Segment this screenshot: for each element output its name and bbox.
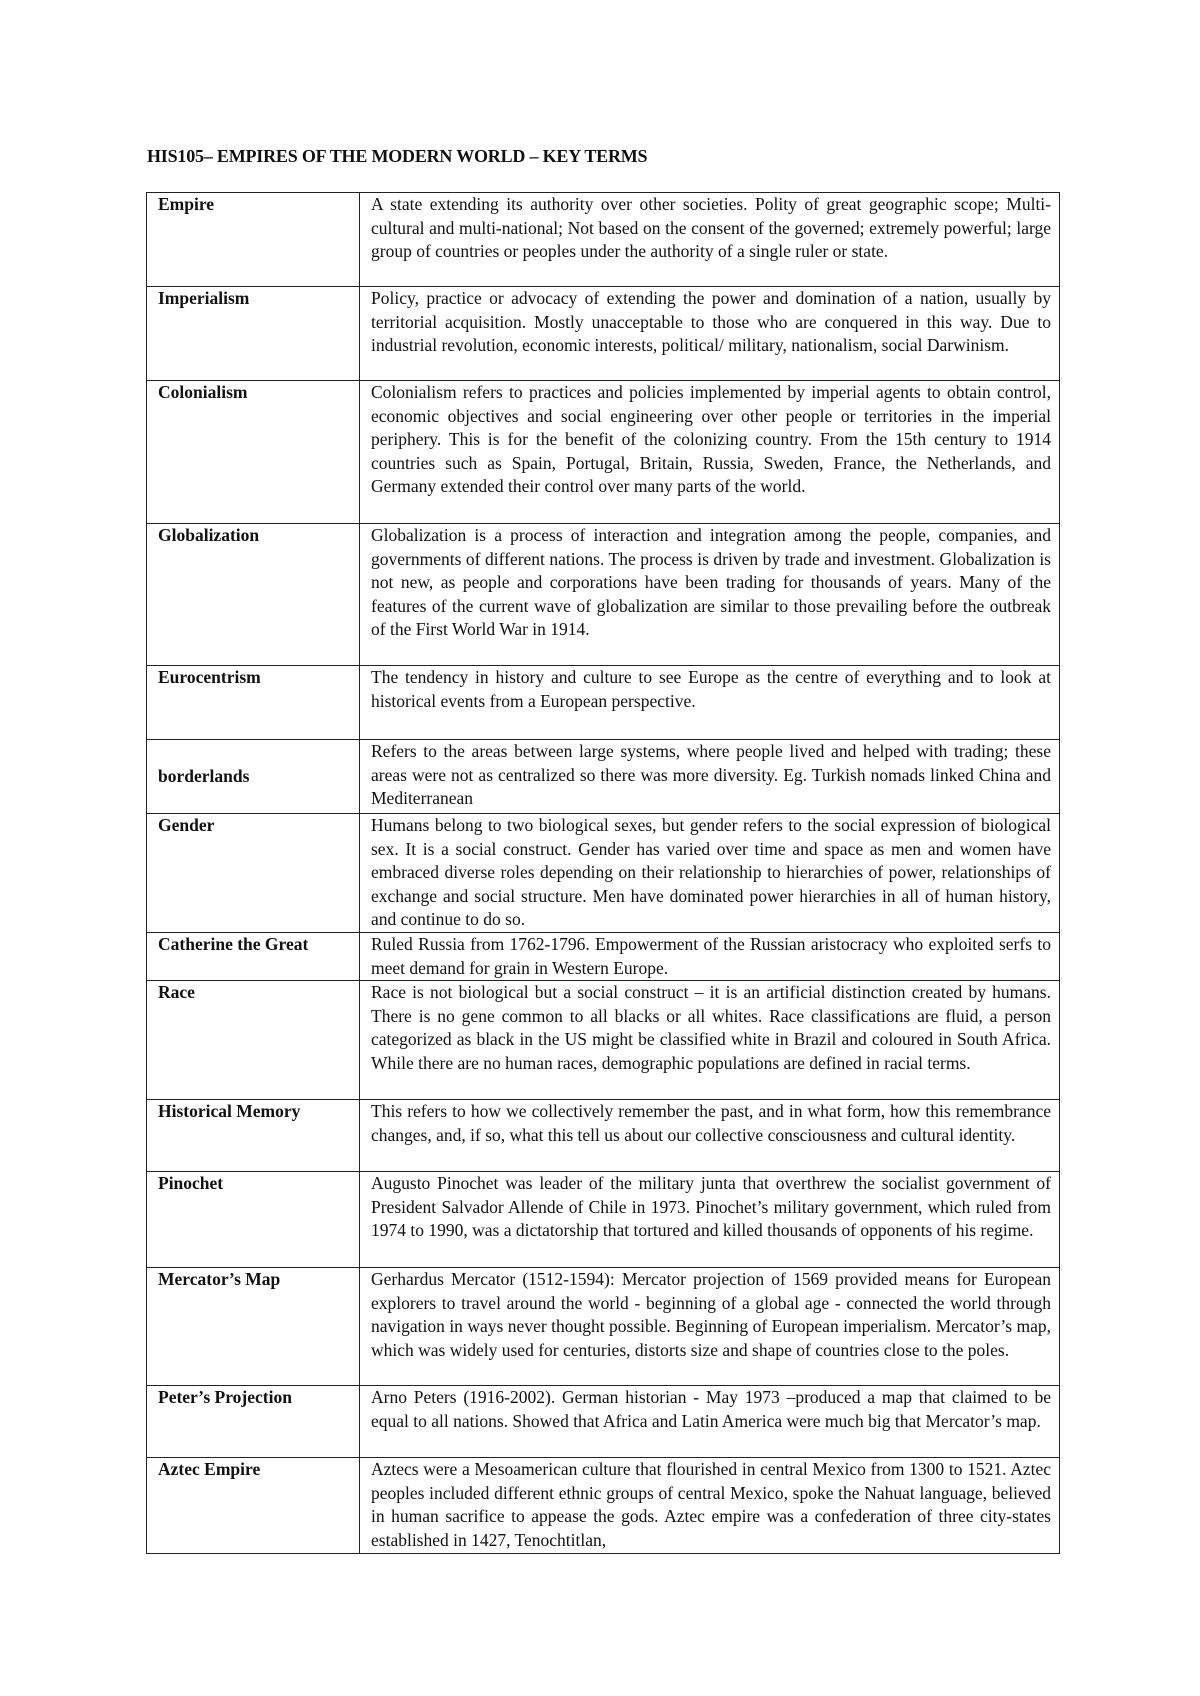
- table-row: [147, 1386, 1060, 1458]
- term-cell: borderlands: [147, 740, 360, 814]
- table-row: [147, 1458, 1060, 1554]
- table-row: [147, 287, 1060, 381]
- definition-cell: Race is not biological but a social construct – it is an artificial distinction created by humans. There is no gene common to all blacks or all whites. Race classifications are fluid, a person categorized as black in the US might be classified white in Brazil and coloured in South Africa. While there are no human races, demographic populations are defined in racial terms.: [360, 981, 1060, 1100]
- definition-cell: The tendency in history and culture to see Europe as the centre of everything and to look at historical events from a European perspective.: [360, 666, 1060, 740]
- page-title: HIS105– EMPIRES OF THE MODERN WORLD – KEY TERMS: [147, 146, 648, 166]
- definition-cell: Arno Peters (1916-2002). German historian - May 1973 –produced a map that claimed to be equal to all nations. Showed that Africa and Latin America were much big that Mercator’s map.: [360, 1386, 1060, 1458]
- term-cell: Pinochet: [147, 1172, 360, 1268]
- table-row: [147, 193, 1060, 287]
- definition-cell: Aztecs were a Mesoamerican culture that flourished in central Mexico from 1300 to 1521. Aztec peoples included different ethnic groups of central Mexico, spoke the Nahuat language, believed in human sacrifice to appease the gods. Aztec empire was a confederation of three city-states established in 1427, Tenochtitlan,: [360, 1458, 1060, 1554]
- table-row: [147, 814, 1060, 933]
- table-row: [147, 524, 1060, 666]
- table-row: [147, 933, 1060, 981]
- definition-cell: Humans belong to two biological sexes, but gender refers to the social expression of biological sex. It is a social construct. Gender has varied over time and space as men and women have embraced diverse roles depending on their relationship to hierarchies of power, relationships of exchange and social structure. Men have dominated power hierarchies in all of human history, and continue to do so.: [360, 814, 1060, 933]
- term-cell: Aztec Empire: [147, 1458, 360, 1554]
- term-cell: Empire: [147, 193, 360, 287]
- definition-cell: Globalization is a process of interaction and integration among the people, companies, and governments of different nations. The process is driven by trade and investment. Globalization is not new, as people and corporations have been trading for thousands of years. Many of the features of the current wave of globalization are similar to those prevailing before the outbreak of the First World War in 1914.: [360, 524, 1060, 666]
- definition-cell: This refers to how we collectively remember the past, and in what form, how this remembrance changes, and, if so, what this tell us about our collective consciousness and cultural identity.: [360, 1100, 1060, 1172]
- term-cell: Historical Memory: [147, 1100, 360, 1172]
- term-cell: Mercator’s Map: [147, 1268, 360, 1386]
- definition-cell: Gerhardus Mercator (1512-1594): Mercator projection of 1569 provided means for European explorers to travel around the world - beginning of a global age - connected the world through navigation in ways never thought possible. Beginning of European imperialism. Mercator’s map, which was widely used for centuries, distorts size and shape of countries close to the poles.: [360, 1268, 1060, 1386]
- definition-cell: A state extending its authority over other societies. Polity of great geographic scope; Multi-cultural and multi-national; Not based on the consent of the governed; extremely powerful; large group of countries or peoples under the authority of a single ruler or state.: [360, 193, 1060, 287]
- table-row: [147, 981, 1060, 1100]
- term-cell: Eurocentrism: [147, 666, 360, 740]
- table-row: [147, 1172, 1060, 1268]
- term-cell: Race: [147, 981, 360, 1100]
- term-cell: Gender: [147, 814, 360, 933]
- definition-cell: Refers to the areas between large systems, where people lived and helped with trading; these areas were not as centralized so there was more diversity. Eg. Turkish nomads linked China and Mediterranean: [360, 740, 1060, 814]
- table-row: [147, 666, 1060, 740]
- term-cell: Globalization: [147, 524, 360, 666]
- definition-cell: Policy, practice or advocacy of extending the power and domination of a nation, usually by territorial acquisition. Mostly unacceptable to those who are conquered in this way. Due to industrial revolution, economic interests, political/ military, nationalism, social Darwinism.: [360, 287, 1060, 381]
- term-cell: Imperialism: [147, 287, 360, 381]
- key-terms-table: [146, 192, 1060, 1554]
- term-cell: Catherine the Great: [147, 933, 360, 981]
- table-row: [147, 1100, 1060, 1172]
- table-row: [147, 381, 1060, 524]
- definition-cell: Ruled Russia from 1762-1796. Empowerment of the Russian aristocracy who exploited serfs to meet demand for grain in Western Europe.: [360, 933, 1060, 981]
- table-row: [147, 740, 1060, 814]
- definition-cell: Augusto Pinochet was leader of the military junta that overthrew the socialist government of President Salvador Allende of Chile in 1973. Pinochet’s military government, which ruled from 1974 to 1990, was a dictatorship that tortured and killed thousands of opponents of his regime.: [360, 1172, 1060, 1268]
- definition-cell: Colonialism refers to practices and policies implemented by imperial agents to obtain control, economic objectives and social engineering over other people or territories in the imperial periphery. This is for the benefit of the colonizing country. From the 15th century to 1914 countries such as Spain, Portugal, Britain, Russia, Sweden, France, the Netherlands, and Germany extended their control over many parts of the world.: [360, 381, 1060, 524]
- term-cell: Peter’s Projection: [147, 1386, 360, 1458]
- table-row: [147, 1268, 1060, 1386]
- term-cell: Colonialism: [147, 381, 360, 524]
